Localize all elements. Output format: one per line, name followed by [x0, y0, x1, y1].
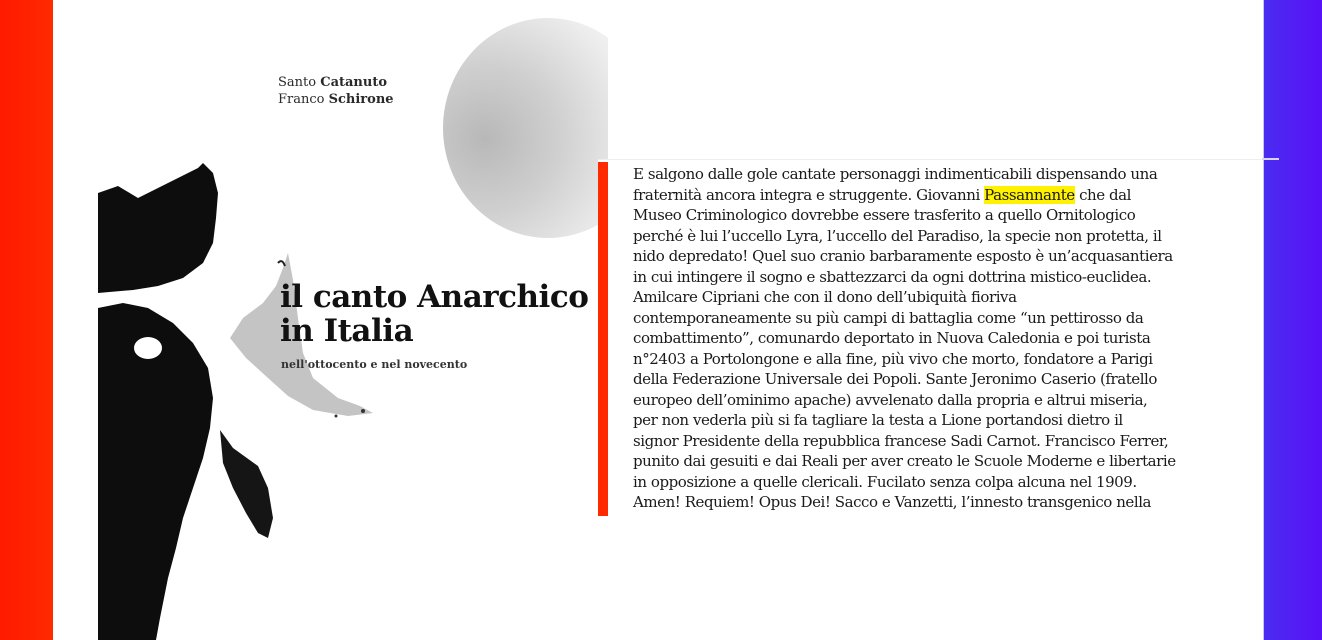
island-shape	[220, 430, 273, 538]
left-accent-border	[0, 0, 53, 640]
excerpt-line: contemporaneamente su più campi di battaglia come “un pettirosso da	[633, 308, 1144, 327]
excerpt-line: della Federazione Universale dei Popoli. Sante Jeronimo Caserio (fratello	[633, 370, 1157, 388]
author-1: Santo Catanuto	[278, 75, 388, 90]
text-excerpt-blockquote	[598, 159, 1263, 516]
excerpt-line: fraternità ancora integra e struggente. Giovanni Passannante che dal	[633, 185, 1131, 204]
excerpt-line: Museo Criminologico dovrebbe essere trasferito a quello Ornitologico	[633, 206, 1136, 224]
excerpt-line: in cui intingere il sogno e sbattezzarci da ogni dottrina mistico-euclidea.	[633, 267, 1152, 286]
excerpt-line: E salgono dalle gole cantate personaggi indimenticabili dispensando una	[633, 165, 1158, 183]
search-highlight: Passannante	[984, 185, 1075, 204]
excerpt-line: per non vederla più si fa tagliare la testa a Lione portandosi dietro il	[633, 411, 1123, 429]
book-cover-image	[98, 18, 608, 640]
quote-bar	[598, 162, 608, 516]
cover-authors	[278, 74, 394, 108]
excerpt-text	[633, 164, 1255, 513]
excerpt-line: Amen! Requiem! Opus Dei! Sacco e Vanzetti, l’innesto transgenico nella	[633, 493, 1152, 511]
cover-title: il canto Anarchico in Italia	[280, 279, 589, 349]
cover-subtitle: nell'ottocento e nel novecento	[281, 358, 468, 371]
excerpt-line: combattimento”, comunardo deportato in Nuova Caledonia e poi turista	[633, 329, 1151, 347]
excerpt-line: europeo dell’ominimo apache) avvelenato dalla propria e altrui miseria,	[633, 390, 1148, 409]
excerpt-line: n°2403 a Portolongone e alla fine, più vivo che morto, fondatore a Parigi	[633, 349, 1153, 368]
excerpt-line: punito dai gesuiti e dai Reali per aver creato le Scuole Moderne e libertarie	[633, 452, 1176, 470]
divider-notch	[1262, 158, 1279, 160]
excerpt-line: perché è lui l’uccello Lyra, l’uccello del Paradiso, la specie non protetta, il	[633, 226, 1162, 245]
excerpt-line: signor Presidente della repubblica francese Sadi Carnot. Francisco Ferrer,	[633, 431, 1169, 450]
author-2: Franco Schirone	[278, 92, 394, 107]
excerpt-line: Amilcare Cipriani che con il dono dell’ubiquità fioriva	[633, 288, 1017, 306]
right-accent-border	[1263, 0, 1322, 640]
landmass-top-shape	[98, 163, 218, 293]
excerpt-line: nido depredato! Quel suo cranio barbaramente esposto è un’acquasantiera	[633, 247, 1173, 265]
excerpt-line: in opposizione a quelle clericali. Fucilato senza colpa alcuna nel 1909.	[633, 472, 1137, 491]
